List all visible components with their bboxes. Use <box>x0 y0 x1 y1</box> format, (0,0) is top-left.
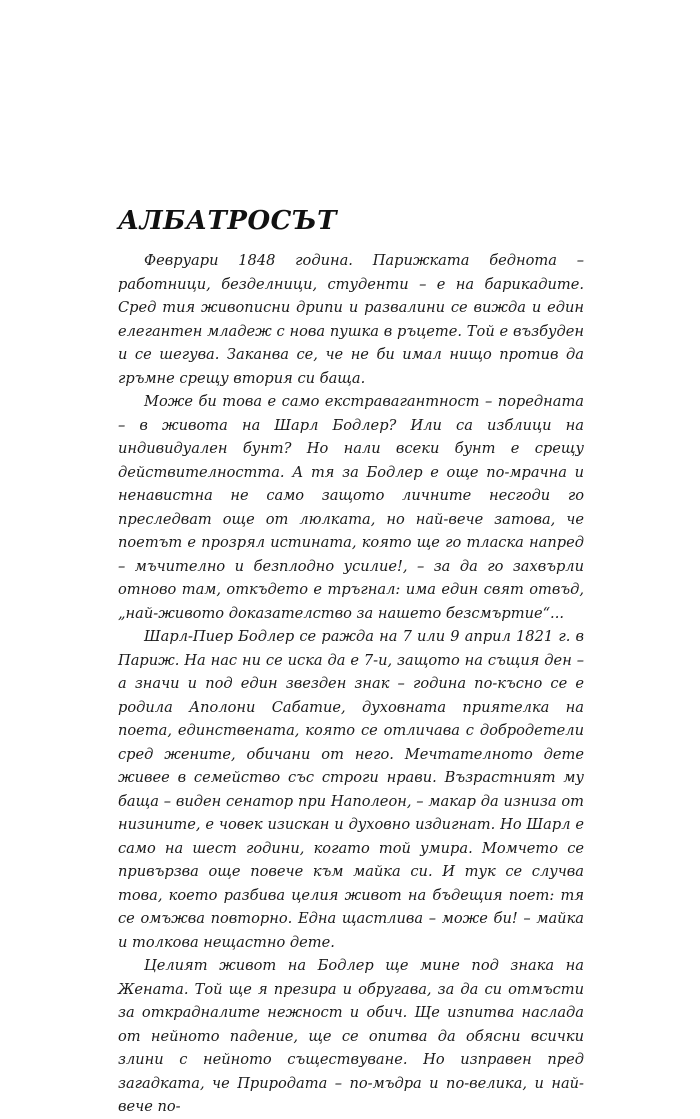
paragraph: Може би това е само екстравагантност – поредната – в живота на Шарл Бодлер? Или са изблици на индивидуален бунт? Но нали всеки бунт е срещу действителността. А тя за Бодлер е още по-мрачна и ненавистна не само защото личните несгоди го преследват още от люлката, но най-вече затова, че поетът е прозрял истината, която ще го тласка напред – мъчително и безплодно усилие!, – за да го захвърли отново там, откъдето е тръгнал: има един свят отвъд, „най-живото доказателство за нашето безсмъртие“... <box>118 393 584 622</box>
chapter-title: АЛБАТРОСЪТ <box>118 206 338 236</box>
paragraph: Целият живот на Бодлер ще мине под знака на Жената. Той ще я презира и обругава, за да си отмъсти за открадналите нежност и обич. Ще изпитва наслада от нейното падение, ще се опитва да обясни всички злини с нейното съществуване. Но изправен пред загадката, че Природата – по-мъдра и по-велика, и най-вече по- <box>118 957 584 1115</box>
paragraph: Шарл-Пиер Бодлер се ражда на 7 или 9 април 1821 г. в Париж. На нас ни се иска да е 7-и, защото на същия ден – а значи и под един звезден знак – година по-късно се е родила Аполони Сабатие, духовната приятелка на поета, единствената, която се отличава с добродетели сред жените, обичани от него. Мечтателното дете живее в семейство със строги нрави. Възрастният му баща – виден сенатор при Наполеон, – макар да изниза от низините, е човек изискан и духовно издигнат. Но Шарл е само на шест години, когато той умира. Момчето се привързва още повече към майка си. И тук се случва това, което разбива целия живот на бъдещия поет: тя се омъжва повторно. Една щастлива – може би! – майка и толкова нещастно дете. <box>118 628 584 951</box>
paragraph: Февруари 1848 година. Парижката беднота – работници, безделници, студенти – е на барикадите. Сред тия живописни дрипи и развалини се вижда и един елегантен младеж с нова пушка в ръцете. Той е възбуден и се шегува. Заканва се, че не би имал нищо против да гръмне срещу втория си баща. <box>118 252 584 387</box>
chapter-body <box>118 249 584 1119</box>
